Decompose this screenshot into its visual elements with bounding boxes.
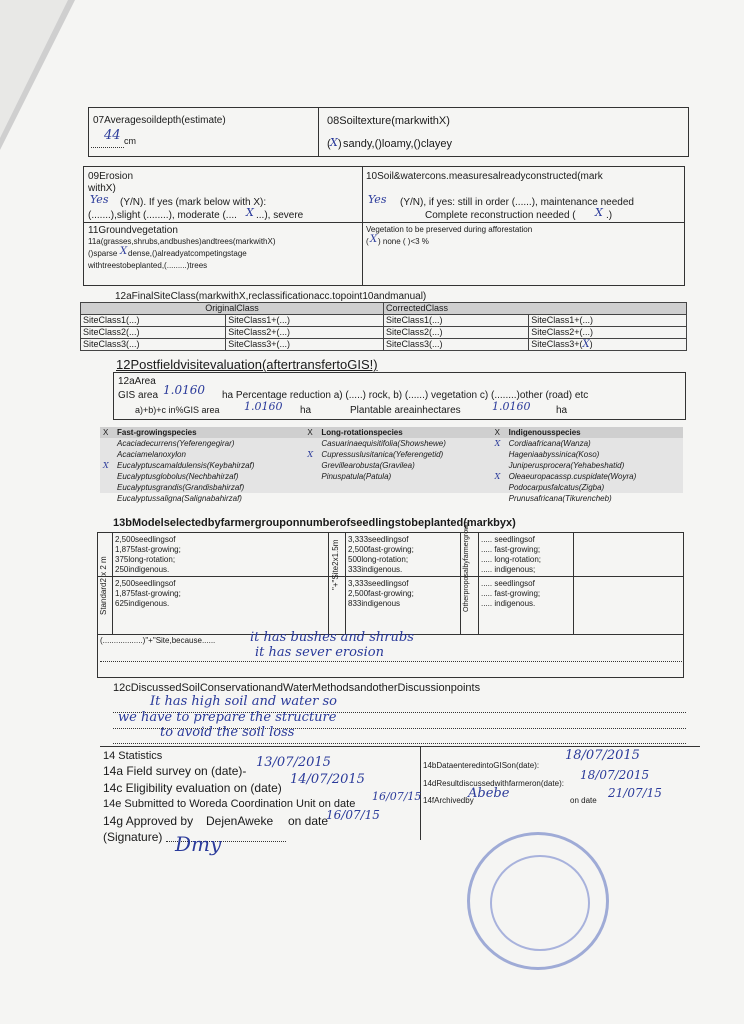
species-indig: Cordiaafricana(Wanza) — [508, 439, 591, 448]
model-line: 500long-rotation; — [348, 555, 409, 564]
archived-label: 14fArchivedby — [423, 796, 474, 805]
species-indig: Prunusafricana(Tikurencheb) — [508, 494, 612, 503]
veg-preserve-options: ) none ( )<3 % — [378, 237, 429, 246]
site-class-cell: SiteClass2(...) — [81, 327, 226, 339]
divider — [97, 576, 684, 577]
approved-label: 14g Approved by — [103, 814, 194, 828]
model-title: 13bModelselectedbyfarmergrouponnumberofseedlingstobeplanted(markbyx) — [113, 517, 516, 529]
species-fast: Acaciadecurrens(Yeferengegirar) — [117, 439, 235, 448]
divider — [345, 532, 346, 634]
approved-name: DejenAweke — [206, 814, 274, 828]
signature-label: (Signature) — [103, 830, 163, 844]
ground-veg-mark: X — [120, 246, 128, 257]
erosion-degree-mark: X — [246, 206, 254, 219]
divider — [318, 107, 319, 157]
official-stamp — [467, 832, 609, 970]
erosion-question: (Y/N). If yes (mark below with X): — [120, 197, 267, 208]
other-bottom-cell — [481, 579, 540, 609]
site-class-cell: SiteClass1(...) — [81, 315, 226, 327]
species-long: Pinuspatula(Patula) — [321, 472, 392, 481]
model-line: 3,333seedlingsof — [348, 535, 409, 544]
model-line: ..... fast-growing; — [481, 589, 541, 598]
divider — [478, 532, 479, 634]
gis-area-reduction: ha Percentage reduction a) (.....) rock, b) (......) vegetation c) (........)other (road) etc — [222, 390, 589, 401]
post-field-title — [116, 358, 378, 372]
site-model-label: "+"Site2x1.5m — [331, 539, 340, 590]
discussion-hand-1: It has high soil and water so — [150, 694, 337, 709]
fill-line — [91, 147, 124, 148]
approved-on-date: on date — [288, 814, 329, 828]
fill-line — [100, 661, 684, 662]
plantable-label: Plantable areainhectares — [350, 405, 461, 416]
model-line: 2,500fast-growing; — [348, 545, 414, 554]
species-indig: Oleaeuropacassp.cuspidate(Woyra) — [508, 472, 637, 481]
species-mark: X — [494, 472, 501, 481]
model-line: 833indigenous — [348, 599, 401, 608]
calc-area-unit: ha — [300, 405, 312, 416]
folded-corner-inner — [0, 0, 68, 138]
swc-recon-a: Complete reconstruction needed ( — [425, 210, 576, 221]
species-fast: Eucalyptusgrandis(Grandisbahirzaf) — [117, 483, 245, 492]
swc-question: (Y/N), if yes: still in order (......), maintenance needed — [400, 197, 634, 208]
ground-veg-line3: withtreestobeplanted,(.........)trees — [88, 261, 208, 270]
model-line: 333indigenous. — [348, 565, 403, 574]
erosion-answer: Yes — [90, 193, 109, 206]
species-long: Casuarinaequisitifolia(Showshewe) — [321, 439, 446, 448]
model-line: 250indigenous. — [115, 565, 170, 574]
site-class-table — [80, 302, 687, 351]
archived-on-label: on date — [570, 796, 597, 805]
ground-veg-line2b: dense,()alreadyatcompetingstage — [128, 249, 247, 258]
discussion-hand-3: to avoid the soil loss — [160, 725, 295, 740]
erosion-degree-b: ...), severe — [256, 210, 304, 221]
ground-veg-label: 11Groundvegetation — [88, 225, 178, 236]
species-fast: Acaciamelanoxylon — [117, 450, 186, 459]
model-line: 1,875fast-growing; — [115, 589, 181, 598]
because-handwritten-2: it has sever erosion — [255, 645, 384, 660]
approved-date: 16/07/15 — [326, 808, 380, 822]
species-header: X — [307, 428, 313, 437]
soil-depth-label: 07Averagesoildepth(estimate) — [93, 115, 226, 126]
divider — [362, 166, 363, 286]
soil-texture-label: 08Soiltexture(markwithX) — [327, 115, 450, 127]
divider — [112, 532, 113, 634]
because-handwritten-1: it has bushes and shrubs — [250, 630, 414, 645]
field-survey-date: 13/07/2015 — [256, 755, 331, 770]
model-line: 625indigenous. — [115, 599, 170, 608]
model-line: 375long-rotation; — [115, 555, 176, 564]
veg-preserve-mark: X — [370, 234, 378, 245]
site-top-cell — [348, 535, 414, 575]
model-line: ..... long-rotation; — [481, 555, 542, 564]
soil-depth-value: 44 — [104, 128, 121, 143]
field-survey-label: 14a Field survey on (date)- — [103, 764, 247, 778]
erosion-label: 09Erosion — [88, 171, 134, 182]
soil-texture-options: sandy,()loamy,()clayey — [343, 138, 453, 150]
divider — [460, 532, 461, 634]
model-line: ..... indigenous; — [481, 565, 536, 574]
site-class-cell: SiteClass3(...) — [383, 339, 528, 351]
result-discussed-date: 18/07/2015 — [580, 768, 650, 782]
erosion-label-cont: withX) — [88, 183, 116, 194]
species-indig: Juniperusprocera(Yehabeshatid) — [508, 461, 625, 470]
erosion-degree-a: (.......),slight (........), moderate (.... — [88, 210, 237, 221]
fill-line — [113, 743, 686, 744]
submitted-label: 14e Submitted to Woreda Coordination Unit on date — [103, 798, 356, 810]
plantable-value: 1.0160 — [492, 400, 531, 413]
species-mark: X — [103, 461, 109, 470]
swc-label: 10Soil&watercons.measuresalreadyconstructed(mark — [366, 171, 603, 182]
model-line: 3,333seedlingsof — [348, 579, 409, 588]
site-class-cell: SiteClass2+(...) — [529, 327, 687, 339]
species-fast: Eucalyptussaligna(Salignabahirzaf) — [117, 494, 242, 503]
gis-area-label: GIS area — [118, 390, 159, 401]
site-class-close: ) — [589, 339, 593, 349]
site-class-text: SiteClass3+( — [531, 339, 583, 349]
species-fast: Eucalyptuscamaldulensis(Keybahirzaf) — [117, 461, 255, 470]
gis-area-value: 1.0160 — [163, 383, 205, 397]
species-long: Grevillearobusta(Gravilea) — [321, 461, 415, 470]
species-indig: Podocarpusfalcatus(Zigba) — [508, 483, 605, 492]
divider — [100, 746, 700, 747]
gis-entered-label: 14bDataenteredintoGISon(date): — [423, 761, 540, 770]
species-mark: X — [307, 450, 314, 459]
species-header: X — [494, 428, 500, 437]
other-top-cell — [481, 535, 541, 575]
site-class-cell: SiteClass2+(...) — [226, 327, 384, 339]
archived-by: Abebe — [468, 786, 510, 801]
model-line: ..... seedlingsof — [481, 535, 535, 544]
species-header: X — [103, 428, 109, 437]
area-label: 12aArea — [118, 376, 156, 387]
site-class-mark: X — [582, 339, 590, 350]
model-line: 2,500seedlingsof — [115, 535, 176, 544]
ground-veg-line1: 11a(grasses,shrubs,andbushes)andtrees(markwithX) — [88, 237, 276, 246]
soil-texture-open: ( — [327, 138, 331, 150]
result-discussed-label: 14dResultdiscussedwithfarmeron(date): — [423, 779, 564, 788]
standard-top-cell — [115, 535, 181, 575]
swc-answer: Yes — [368, 193, 387, 206]
divider — [573, 532, 574, 634]
statistics-title: 14 Statistics — [103, 750, 163, 762]
species-table — [100, 427, 683, 504]
stamp-inner-ring — [490, 855, 590, 951]
species-header: Indigenousspecies — [508, 428, 581, 437]
site-bottom-cell — [348, 579, 414, 609]
species-long: Cupressuslusitanica(Yeferengetid) — [321, 450, 444, 459]
corrected-class-header: CorrectedClass — [383, 303, 686, 315]
model-line: ..... seedlingsof — [481, 579, 535, 588]
archived-date: 21/07/15 — [608, 786, 662, 800]
veg-preserve-label: Vegetation to be preserved during afforestation — [366, 225, 533, 234]
gis-entered-date: 18/07/2015 — [565, 748, 640, 763]
standard-bottom-cell — [115, 579, 181, 609]
species-header: Long-rotationspecies — [321, 428, 403, 437]
site-class-cell: SiteClass1+(...) — [529, 315, 687, 327]
site-because-label: (..................)"+"Site,because...... — [100, 636, 216, 645]
other-model-label: Otherproposalbyfarmergroup — [463, 522, 470, 612]
post-field-title-text: 12Postfieldvisitevaluation(aftertransfertoGIS!) — [116, 357, 378, 372]
discussion-hand-2: we have to prepare the structure — [118, 710, 337, 725]
site-class-cell: SiteClass1+(...) — [226, 315, 384, 327]
plantable-unit: ha — [556, 405, 568, 416]
submitted-date: 16/07/15 — [372, 790, 422, 803]
soil-texture-close: ) — [338, 138, 342, 150]
calc-area-value: 1.0160 — [244, 400, 283, 413]
site-class-cell: SiteClass3(...) — [81, 339, 226, 351]
divider — [328, 532, 329, 634]
site-class-cell: SiteClass3+(...) — [226, 339, 384, 351]
ground-veg-line2a: ()sparse — [88, 249, 118, 258]
veg-preserve-open: ( — [366, 237, 369, 246]
model-line: ..... indigenous. — [481, 599, 536, 608]
model-line: 2,500seedlingsof — [115, 579, 176, 588]
site-class-title: 12aFinalSiteClass(markwithX,reclassificationacc.topoint10andmanual) — [115, 291, 427, 302]
model-line: 2,500fast-growing; — [348, 589, 414, 598]
species-indig: Hageniaabyssinica(Koso) — [508, 450, 600, 459]
swc-recon-mark: X — [595, 206, 603, 219]
discussion-title: 12cDiscussedSoilConservationandWaterMethodsandotherDiscussionpoints — [113, 682, 481, 694]
site-class-cell-marked — [529, 339, 687, 351]
standard-model-label: Standard2 x 2 m — [99, 556, 108, 615]
calc-area-label: a)+b)+c in%GIS area — [135, 405, 220, 415]
species-header: Fast-growingspecies — [117, 428, 197, 437]
model-line: 1,875fast-growing; — [115, 545, 181, 554]
eligibility-label: 14c Eligibility evaluation on (date) — [103, 781, 282, 795]
divider — [83, 222, 685, 223]
species-mark: X — [494, 439, 501, 448]
signature-scribble: Dmy — [175, 832, 222, 856]
species-fast: Eucalyptusglobolus(Nechbahirzaf) — [117, 472, 239, 481]
site-class-cell: SiteClass2(...) — [383, 327, 528, 339]
site-class-cell: SiteClass1(...) — [383, 315, 528, 327]
soil-depth-unit: cm — [124, 136, 136, 146]
swc-recon-b: .) — [606, 210, 613, 221]
original-class-header: OriginalClass — [81, 303, 384, 315]
soil-texture-mark: X — [330, 136, 338, 149]
model-line: ..... fast-growing; — [481, 545, 541, 554]
eligibility-date: 14/07/2015 — [290, 772, 365, 787]
